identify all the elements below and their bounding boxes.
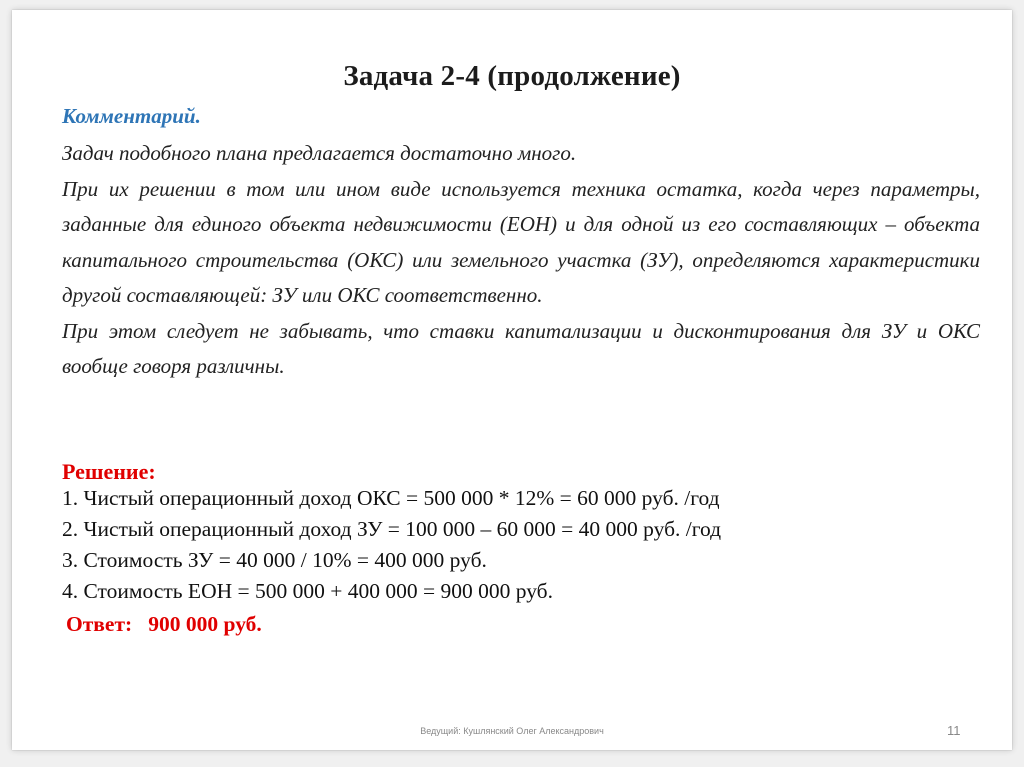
comment-body: [62, 136, 980, 385]
solution-step: 1. Чистый операционный доход ОКС = 500 000 * 12% = 60 000 руб. /год: [62, 486, 720, 510]
comment-label: Комментарий.: [62, 104, 201, 128]
solution-step: 3. Стоимость ЗУ = 40 000 / 10% = 400 000 руб.: [62, 548, 487, 572]
slide-title: Задача 2-4 (продолжение): [343, 60, 681, 92]
comment-paragraph: Задач подобного плана предлагается достаточно много.: [62, 141, 577, 165]
solution-steps: [62, 483, 721, 607]
solution-step: 2. Чистый операционный доход ЗУ = 100 000 – 60 000 = 40 000 руб. /год: [62, 517, 722, 541]
answer: Ответ: 900 000 руб.: [66, 612, 262, 636]
footer-author: Ведущий: Кушлянский Олег Александрович: [420, 726, 604, 736]
solution-step: 4. Стоимость ЕОН = 500 000 + 400 000 = 900 000 руб.: [62, 579, 553, 603]
page-number: 11: [947, 723, 961, 738]
slide: [12, 10, 1012, 750]
comment-paragraph: При их решении в том или ином виде используется техника остатка, когда через параметры, заданные для единого объекта недвижимости (ЕОН) и для одной из его составляющих – объекта капитального строительства (ОКС) или земельного участка (ЗУ), определяются характеристики другой составляющей: ЗУ или ОКС соответственно.: [62, 176, 980, 307]
comment-paragraph: При этом следует не забывать, что ставки капитализации и дисконтирования для ЗУ и ОКС вообще говоря различны.: [62, 318, 980, 378]
solution-label: Решение:: [62, 459, 156, 484]
